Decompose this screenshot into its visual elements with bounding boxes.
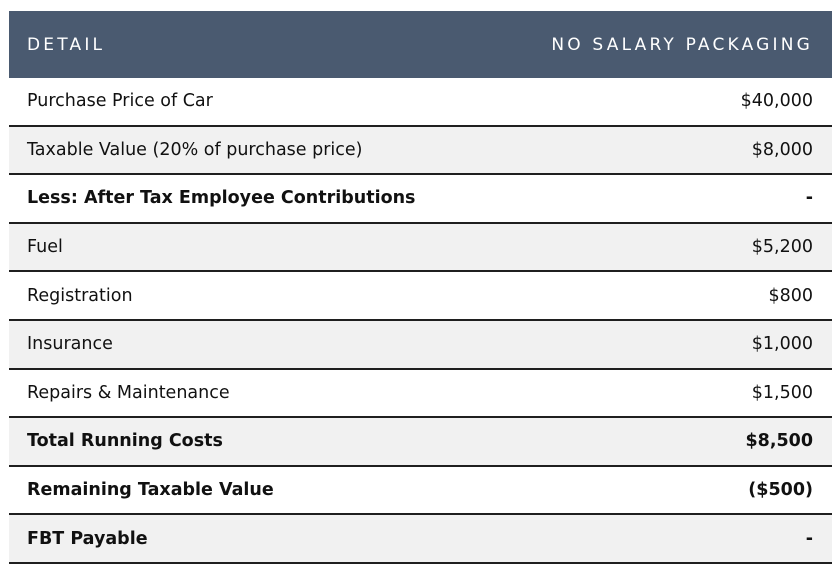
table-row-insurance xyxy=(9,321,832,370)
row-label: Remaining Taxable Value xyxy=(27,480,274,501)
table-row-fuel xyxy=(9,224,832,273)
row-value: - xyxy=(805,528,813,549)
table-row-taxable-value xyxy=(9,127,832,176)
row-label: Taxable Value (20% of purchase price) xyxy=(27,139,363,160)
table-row-remaining-taxable-value xyxy=(9,467,832,516)
row-label: Purchase Price of Car xyxy=(27,91,213,112)
row-value: $40,000 xyxy=(740,91,813,112)
row-label: Fuel xyxy=(27,237,63,258)
table-row-total-running-costs xyxy=(9,418,832,467)
row-label: Registration xyxy=(27,285,133,306)
table-row-after-tax-contributions xyxy=(9,175,832,224)
table-row-purchase-price xyxy=(9,78,832,127)
table-row-registration xyxy=(9,272,832,321)
row-label: Repairs & Maintenance xyxy=(27,382,230,403)
row-value: ($500) xyxy=(748,480,813,501)
table-header xyxy=(9,11,832,78)
row-value: $1,000 xyxy=(751,334,813,355)
table-row-repairs-maintenance xyxy=(9,370,832,419)
row-label: Less: After Tax Employee Contributions xyxy=(27,188,416,209)
header-detail: DETAIL xyxy=(27,34,106,55)
row-value: $800 xyxy=(768,285,813,306)
table-row-fbt-payable xyxy=(9,515,832,564)
row-label: FBT Payable xyxy=(27,528,148,549)
row-label: Insurance xyxy=(27,334,113,355)
row-value: $5,200 xyxy=(751,237,813,258)
row-value: $8,000 xyxy=(751,139,813,160)
row-label: Total Running Costs xyxy=(27,431,223,452)
row-value: - xyxy=(805,188,813,209)
header-no-salary-packaging: NO SALARY PACKAGING xyxy=(551,34,813,55)
row-value: $8,500 xyxy=(745,431,813,452)
fbt-comparison-table xyxy=(9,11,832,564)
row-value: $1,500 xyxy=(751,382,813,403)
